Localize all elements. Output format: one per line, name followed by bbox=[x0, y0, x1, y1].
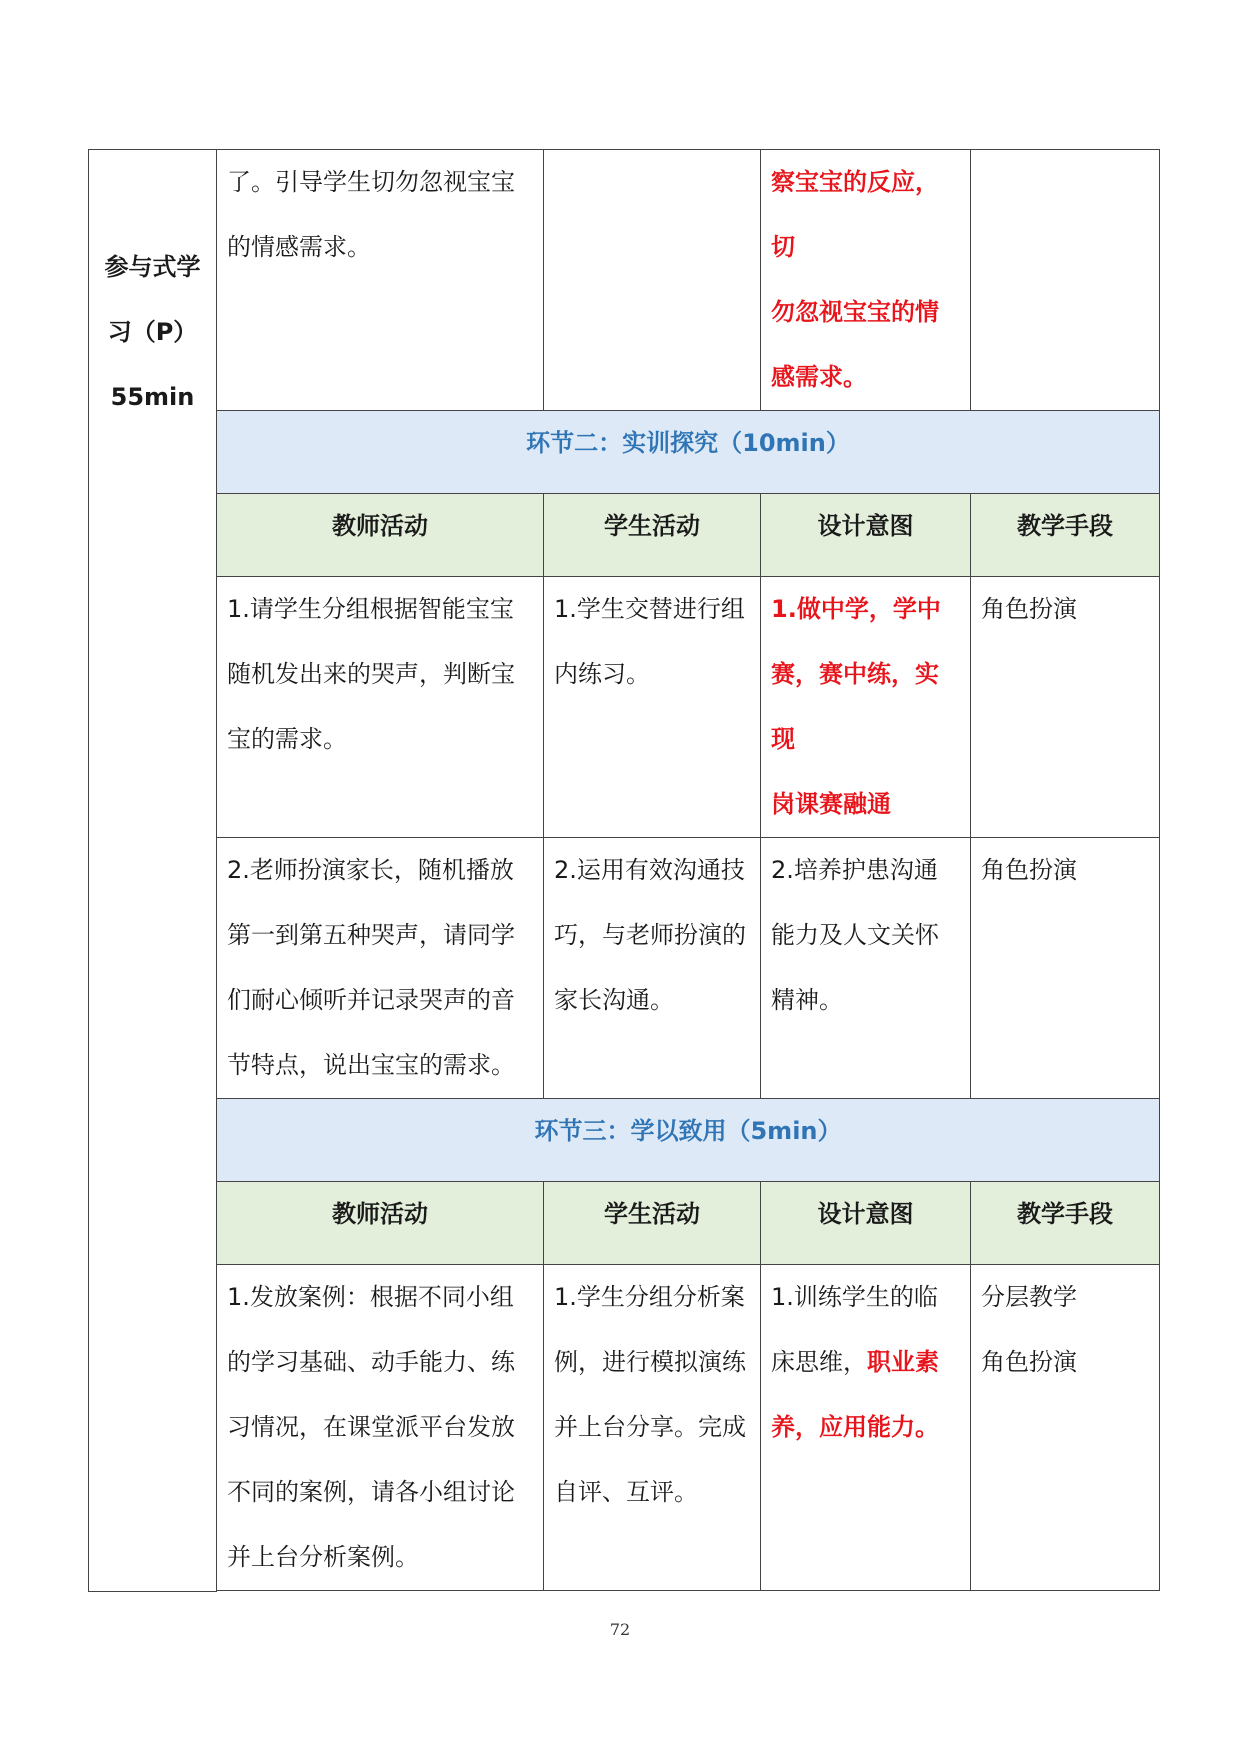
page-number: 72 bbox=[609, 1620, 631, 1639]
cell-line: 2.培养护患沟通 bbox=[771, 856, 938, 884]
design-plain-text: 床思维， bbox=[771, 1348, 867, 1376]
header-teacher: 教师活动 bbox=[217, 1182, 544, 1265]
cell-line: 2.运用有效沟通技 bbox=[554, 856, 745, 884]
phase-label-line2: 习（P） bbox=[107, 318, 198, 346]
cell-line: 并上台分析案例。 bbox=[227, 1543, 419, 1571]
teaching-means-cell bbox=[971, 838, 1160, 1099]
design-intent-cell bbox=[761, 838, 971, 1099]
cell-line: 1.训练学生的临 bbox=[771, 1283, 938, 1311]
table-row bbox=[89, 838, 1160, 1099]
design-intent-cell bbox=[761, 1265, 971, 1591]
cell-line: 1.请学生分组根据智能宝宝 bbox=[227, 595, 514, 623]
teacher-activity-cell bbox=[217, 577, 544, 838]
header-means: 教学手段 bbox=[971, 1182, 1160, 1265]
continued-student-cell bbox=[544, 150, 761, 411]
cell-line: 宝的需求。 bbox=[227, 725, 347, 753]
section2-header-row bbox=[89, 494, 1160, 577]
cell-line: 家长沟通。 bbox=[554, 986, 674, 1014]
cell-line: 巧，与老师扮演的 bbox=[554, 921, 746, 949]
cell-line: 角色扮演 bbox=[981, 595, 1077, 623]
cell-line: 1.学生交替进行组 bbox=[554, 595, 745, 623]
cell-line: 2.老师扮演家长，随机播放 bbox=[227, 856, 514, 884]
cell-line bbox=[771, 1330, 960, 1395]
cell-line: 并上台分享。完成 bbox=[554, 1413, 746, 1441]
cell-line: 勿忽视宝宝的情 bbox=[771, 298, 939, 326]
student-activity-cell bbox=[544, 1265, 761, 1591]
cell-line: 内练习。 bbox=[554, 660, 650, 688]
teacher-activity-cell bbox=[217, 1265, 544, 1591]
design-intent-cell bbox=[761, 577, 971, 838]
cell-line: 1.发放案例：根据不同小组 bbox=[227, 1283, 514, 1311]
teacher-activity-cell bbox=[217, 838, 544, 1099]
header-design: 设计意图 bbox=[761, 494, 971, 577]
cell-line: 的情感需求。 bbox=[227, 233, 371, 261]
design-emphasis-text: 职业素 bbox=[867, 1348, 939, 1376]
table-row bbox=[89, 1265, 1160, 1591]
cell-line: 角色扮演 bbox=[981, 1348, 1077, 1376]
table-row bbox=[89, 577, 1160, 838]
header-means: 教学手段 bbox=[971, 494, 1160, 577]
cell-line: 感需求。 bbox=[771, 363, 867, 391]
teaching-means-cell bbox=[971, 577, 1160, 838]
section3-header-row bbox=[89, 1182, 1160, 1265]
cell-line: 1.学生分组分析案 bbox=[554, 1283, 745, 1311]
cell-line: 赛，赛中练，实现 bbox=[771, 660, 939, 753]
cell-line: 能力及人文关怀 bbox=[771, 921, 939, 949]
phase-label-line3: 55min bbox=[110, 383, 195, 411]
design-emphasis-text: 养，应用能力。 bbox=[771, 1413, 939, 1441]
phase-label-cell bbox=[89, 150, 217, 1592]
cell-line: 精神。 bbox=[771, 986, 843, 1014]
student-activity-cell bbox=[544, 838, 761, 1099]
cell-line: 岗课赛融通 bbox=[771, 790, 891, 818]
cell-line: 分层教学 bbox=[981, 1283, 1077, 1311]
section3-title: 环节三：学以致用（5min） bbox=[217, 1099, 1160, 1182]
student-activity-cell bbox=[544, 577, 761, 838]
cell-line: 节特点，说出宝宝的需求。 bbox=[227, 1051, 515, 1079]
cell-line: 自评、互评。 bbox=[554, 1478, 698, 1506]
lesson-plan-table bbox=[88, 149, 1160, 1592]
continued-design-cell bbox=[761, 150, 971, 411]
cell-line: 们耐心倾听并记录哭声的音 bbox=[227, 986, 515, 1014]
cell-line: 第一到第五种哭声，请同学 bbox=[227, 921, 515, 949]
cell-line: 不同的案例，请各小组讨论 bbox=[227, 1478, 515, 1506]
continued-teacher-cell bbox=[217, 150, 544, 411]
cell-line: 了。引导学生切勿忽视宝宝 bbox=[227, 168, 515, 196]
cell-line: 随机发出来的哭声，判断宝 bbox=[227, 660, 515, 688]
cell-line: 习情况，在课堂派平台发放 bbox=[227, 1413, 515, 1441]
cell-line: 角色扮演 bbox=[981, 856, 1077, 884]
continued-means-cell bbox=[971, 150, 1160, 411]
teaching-means-cell bbox=[971, 1265, 1160, 1591]
cell-line: 1.做中学，学中 bbox=[771, 595, 941, 623]
cell-line: 察宝宝的反应，切 bbox=[771, 168, 939, 261]
continued-row bbox=[89, 150, 1160, 411]
phase-label-line1: 参与式学 bbox=[104, 253, 201, 281]
header-design: 设计意图 bbox=[761, 1182, 971, 1265]
header-teacher: 教师活动 bbox=[217, 494, 544, 577]
header-student: 学生活动 bbox=[544, 1182, 761, 1265]
cell-line: 例，进行模拟演练 bbox=[554, 1348, 746, 1376]
header-student: 学生活动 bbox=[544, 494, 761, 577]
cell-line: 的学习基础、动手能力、练 bbox=[227, 1348, 515, 1376]
section2-title: 环节二：实训探究（10min） bbox=[217, 411, 1160, 494]
